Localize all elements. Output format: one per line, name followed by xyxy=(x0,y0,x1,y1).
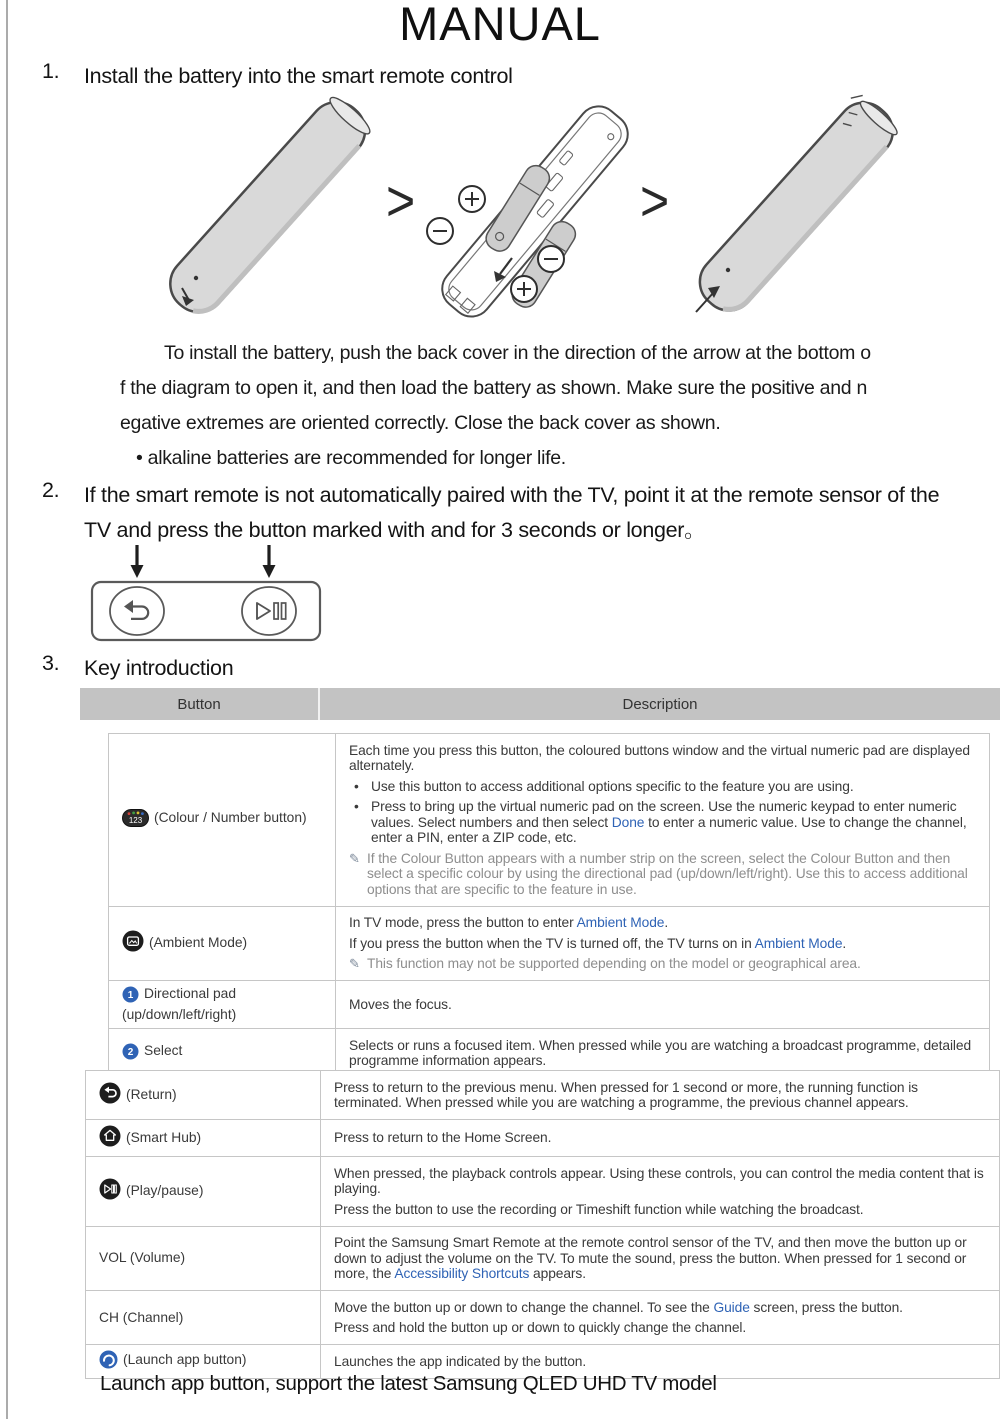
play-pause-icon xyxy=(99,1178,121,1204)
link[interactable]: Ambient Mode xyxy=(754,935,843,951)
button-cell xyxy=(109,907,336,981)
page-title: MANUAL xyxy=(399,0,601,50)
launch-app-icon xyxy=(99,1350,118,1373)
description-cell xyxy=(321,1071,999,1119)
text-segment: Move the button up or down to change the channel. To see the xyxy=(334,1299,714,1315)
button-cell xyxy=(86,1157,321,1226)
table-row xyxy=(86,1071,999,1120)
text-segment: Each time you press this button, the coloured buttons window and the virtual numeric pad are displayed alternately. xyxy=(349,742,970,773)
text-segment: Press and hold the button up or down to quickly change the channel. xyxy=(334,1320,747,1335)
bullet-icon: • xyxy=(354,799,359,814)
text-segment: Use this button to access additional options specific to the feature you are using. xyxy=(371,778,854,794)
table-row xyxy=(109,734,989,907)
description-line xyxy=(334,1080,986,1111)
select-icon xyxy=(122,1043,139,1064)
button-cell xyxy=(86,1120,321,1156)
description-line xyxy=(349,997,976,1013)
description-line xyxy=(334,1354,986,1370)
table-row xyxy=(86,1120,999,1157)
text-content xyxy=(349,936,976,952)
remote-back-closed-illustration-2 xyxy=(666,86,911,321)
text-content xyxy=(371,779,854,795)
step-2-heading xyxy=(42,478,939,548)
note-line xyxy=(349,851,976,898)
pairing-buttons-diagram xyxy=(88,542,328,644)
smart-hub-icon xyxy=(99,1125,121,1151)
description-cell xyxy=(336,907,989,981)
description-line xyxy=(349,1038,976,1069)
description-line xyxy=(349,743,976,774)
dpad-icon xyxy=(122,986,139,1007)
step-1-heading xyxy=(42,59,513,94)
column-header-description: Description xyxy=(622,695,698,713)
bullet-line xyxy=(349,799,976,846)
plus-icon xyxy=(511,276,537,302)
button-label: (Launch app button) xyxy=(123,1352,247,1367)
text-content xyxy=(334,1166,986,1197)
svg-text:1: 1 xyxy=(127,990,134,1001)
text-segment: If the Colour Button appears with a number strip on the screen, select the Colour Button and then select a specific colour by using the directional pad (up/down/left/right). Use this to access additional options that are specific to the feature in use. xyxy=(367,850,968,897)
description-line xyxy=(334,1166,986,1197)
button-cell xyxy=(109,734,336,906)
page-left-edge-line xyxy=(6,0,8,1419)
text-content xyxy=(349,743,976,774)
text-segment: screen, press the button. xyxy=(749,1299,903,1315)
table-row xyxy=(86,1227,999,1292)
text-segment: . xyxy=(842,935,847,951)
text-segment: Press to return to the previous menu. When pressed for 1 second or more, the running function is terminated. When pressed while you are watching a programme, the previous channel appears. xyxy=(334,1079,918,1110)
text-content xyxy=(367,956,861,972)
arrow-next-icon: > xyxy=(640,168,670,234)
table-row xyxy=(86,1291,999,1345)
step-2-number: 2. xyxy=(42,478,60,502)
note-pencil-icon: ✎ xyxy=(349,850,360,866)
key-introduction-table-2 xyxy=(85,1070,1000,1379)
note-line xyxy=(349,956,976,972)
text-content xyxy=(349,997,976,1013)
text-segment: Press to bring up the virtual numeric pad on the screen. Use the numeric keypad to enter numeric values. Select numbers and then select xyxy=(371,799,957,830)
button-label: Directional pad (up/down/left/right) xyxy=(122,986,237,1022)
step-1-number: 1. xyxy=(42,59,60,83)
description-cell xyxy=(321,1157,999,1226)
button-label: CH (Channel) xyxy=(99,1309,184,1325)
text-segment: appears. xyxy=(529,1266,586,1281)
description-line xyxy=(334,1130,986,1146)
note-pencil-icon: ✎ xyxy=(349,956,360,971)
text-segment: This function may not be supported depending on the model or geographical area. xyxy=(367,956,861,971)
button-label: (Colour / Number button) xyxy=(154,809,307,825)
text-content xyxy=(349,1038,976,1069)
text-content xyxy=(349,915,976,931)
arrow-next-icon: > xyxy=(386,168,416,234)
text-segment: Press to return to the Home Screen. xyxy=(334,1130,552,1146)
link[interactable]: Ambient Mode xyxy=(576,915,665,930)
link[interactable]: Done xyxy=(611,814,645,830)
remote-battery-compartment-illustration xyxy=(412,90,662,335)
text-segment: to enter a numeric value. Use to change the channel, enter a PIN, enter a ZIP code, etc. xyxy=(371,814,967,845)
key-table-header xyxy=(80,688,1000,720)
minus-icon xyxy=(427,218,453,244)
down-arrow-icon xyxy=(263,545,276,578)
text-segment: When pressed, the playback controls appear. Using these controls, you can control the media content that is playing. xyxy=(334,1165,984,1196)
description-cell xyxy=(336,981,989,1028)
table-row xyxy=(109,981,989,1029)
text-content xyxy=(367,851,976,898)
table-row xyxy=(109,907,989,982)
plus-icon xyxy=(459,186,485,212)
text-segment: Moves the focus. xyxy=(349,996,452,1012)
link[interactable]: Guide xyxy=(713,1299,750,1315)
text-content xyxy=(334,1202,986,1218)
minus-icon xyxy=(538,246,564,272)
colour-number-icon xyxy=(122,809,149,831)
description-line xyxy=(349,936,976,952)
svg-text:2: 2 xyxy=(127,1046,134,1058)
button-cell xyxy=(86,1291,321,1344)
description-cell xyxy=(321,1291,999,1344)
down-arrow-icon xyxy=(131,545,144,578)
return-icon xyxy=(99,1082,121,1108)
step-1-text: Install the battery into the smart remote control xyxy=(84,64,513,88)
button-cell xyxy=(86,1071,321,1119)
text-segment: Launches the app indicated by the button. xyxy=(334,1353,587,1369)
button-label: VOL (Volume) xyxy=(99,1250,186,1266)
battery-instructions xyxy=(120,336,980,476)
button-label: (Return) xyxy=(126,1087,177,1102)
description-line xyxy=(334,1300,986,1316)
button-label: Select xyxy=(144,1042,183,1058)
bullet-line xyxy=(349,779,976,795)
step-3-number: 3. xyxy=(42,651,60,675)
ambient-mode-icon xyxy=(122,930,144,956)
bullet-icon: • xyxy=(354,778,359,794)
step-3-heading xyxy=(42,651,233,686)
button-label: (Ambient Mode) xyxy=(149,935,248,951)
step-2-text-line: TV and press the button marked with and for 3 seconds or longer。 xyxy=(84,518,706,542)
instruction-line: To install the battery, push the back cover in the direction of the arrow at the bottom o xyxy=(164,342,871,364)
column-header-button: Button xyxy=(80,688,320,720)
text-content xyxy=(334,1354,986,1370)
text-content xyxy=(334,1080,986,1111)
text-segment: If you press the button when the TV is turned off, the TV turns on in xyxy=(349,935,755,951)
link[interactable]: Accessibility Shortcuts xyxy=(394,1266,530,1281)
text-segment: In TV mode, press the button to enter xyxy=(349,915,577,930)
text-segment: . xyxy=(664,915,669,930)
description-line xyxy=(349,915,976,931)
text-content xyxy=(334,1235,986,1282)
table-row xyxy=(86,1157,999,1227)
description-line xyxy=(334,1320,986,1336)
step-2-text-line: If the smart remote is not automatically paired with the TV, point it at the remote sensor of the xyxy=(84,483,940,507)
description-line xyxy=(334,1202,986,1218)
instruction-bullet: • alkaline batteries are recommended for longer life. xyxy=(136,447,566,469)
button-cell xyxy=(86,1227,321,1291)
text-content xyxy=(334,1300,986,1316)
description-cell xyxy=(336,734,989,906)
text-segment: Point the Samsung Smart Remote at the remote control sensor of the TV, and then move the button up or down to adjust the volume on the TV. To mute the sound, press the button. When pressed for 1 second or more, the xyxy=(334,1235,967,1281)
description-cell xyxy=(321,1120,999,1156)
text-content xyxy=(371,799,976,846)
button-label: (Play/pause) xyxy=(126,1183,204,1199)
instruction-line: f the diagram to open it, and then load the battery as shown. Make sure the positive and n xyxy=(120,377,867,399)
description-line xyxy=(334,1235,986,1282)
button-cell xyxy=(109,981,336,1028)
button-label: (Smart Hub) xyxy=(126,1130,202,1145)
footer-note: Launch app button, support the latest Samsung QLED UHD TV model xyxy=(100,1372,717,1395)
text-segment: Selects or runs a focused item. When pressed while you are watching a broadcast programme, detailed programme information appears. xyxy=(349,1037,972,1068)
svg-text:123: 123 xyxy=(128,815,143,825)
text-segment: Press the button to use the recording or Timeshift function while watching the broadcast. xyxy=(334,1201,864,1217)
description-cell xyxy=(321,1227,999,1291)
instruction-line: egative extremes are oriented correctly. Close the back cover as shown. xyxy=(120,412,721,434)
key-introduction-table xyxy=(108,733,990,1078)
step-3-text: Key introduction xyxy=(84,656,234,680)
text-content xyxy=(334,1320,986,1336)
text-content xyxy=(334,1130,986,1146)
remote-back-closed-illustration-1 xyxy=(126,92,396,322)
